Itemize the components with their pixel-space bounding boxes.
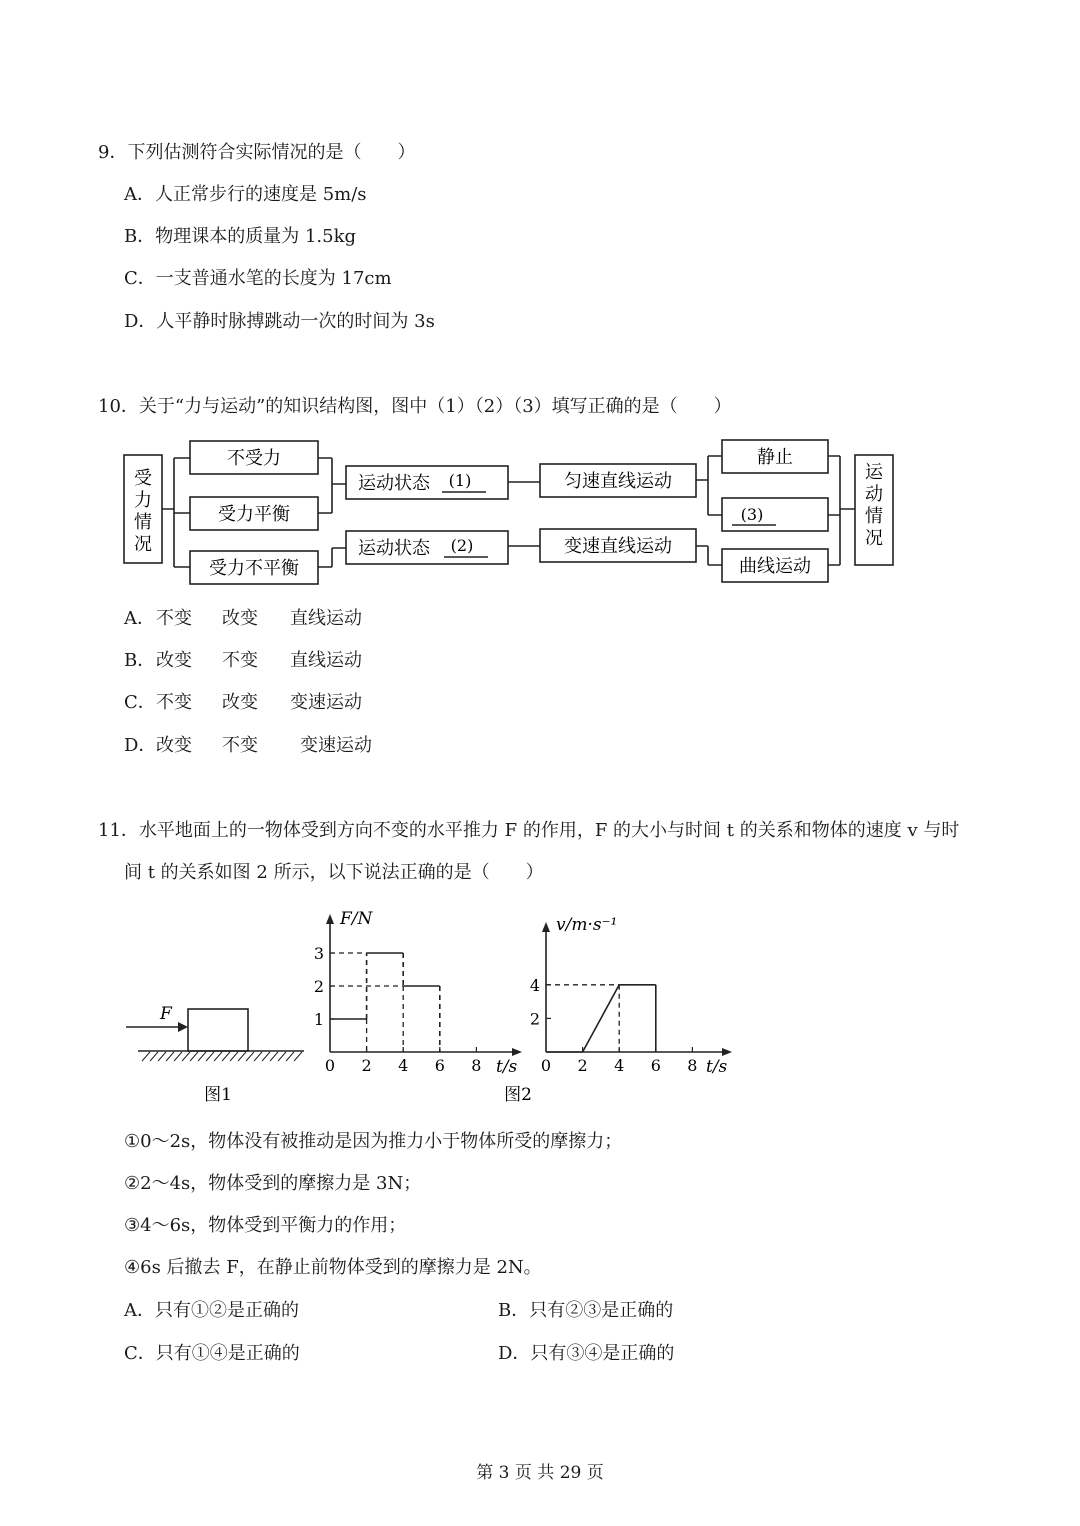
option-blank-1: 不变 (156, 692, 192, 713)
v-ylabel: v/m·s⁻¹ (556, 915, 618, 935)
x-tick-label: 2 (577, 1056, 588, 1075)
fig2-caption: 图2 (504, 1085, 532, 1105)
force-motion-diagram (0, 430, 1080, 590)
option-letter: C． (124, 692, 156, 713)
block (188, 1009, 248, 1051)
left-label-3: 况 (134, 534, 152, 555)
option-blank-1: 改变 (156, 735, 192, 756)
q10-stem: 10．关于“力与运动”的知识结构图，图中（1）（2）（3）填写正确的是（ ） (98, 396, 732, 417)
option-blank-3: 变速运动 (290, 692, 362, 713)
q11-option-c: C．只有①④是正确的 (124, 1343, 300, 1364)
q10-option-c (124, 692, 524, 714)
text-balanced-force: 受力平衡 (218, 504, 290, 525)
blank-3: (3) (740, 505, 764, 524)
text-uniform-motion: 匀速直线运动 (564, 471, 672, 492)
left-label-2: 情 (134, 512, 152, 533)
option-blank-2: 改变 (222, 608, 258, 629)
q11-option-d: D．只有③④是正确的 (498, 1343, 675, 1364)
option-letter: D． (124, 735, 157, 756)
q9-option-d: D．人平静时脉搏跳动一次的时间为 3s (124, 311, 435, 332)
option-blank-1: 改变 (156, 650, 192, 671)
option-blank-2: 不变 (222, 650, 258, 671)
y-axis-arrow (326, 914, 334, 924)
q9-option-c: C．一支普通水笔的长度为 17cm (124, 268, 392, 289)
fig1-block-on-ground (126, 1004, 304, 1105)
x-tick-label: 2 (361, 1056, 372, 1075)
option-letter: B． (124, 650, 156, 671)
x-tick-label: 4 (398, 1056, 409, 1075)
q10-option-a (124, 608, 524, 630)
q11-option-a: A．只有①②是正确的 (124, 1300, 299, 1321)
y-tick-label: 2 (529, 1009, 540, 1029)
q9-option-b: B．物理课本的质量为 1.5kg (124, 226, 357, 247)
x-tick-label: 8 (687, 1056, 698, 1075)
q10-option-b (124, 650, 524, 672)
left-label-0: 受 (134, 468, 152, 489)
right-label-3: 况 (865, 528, 883, 549)
option-blank-2: 不变 (222, 735, 258, 756)
x-tick-label: 0 (324, 1056, 336, 1075)
q10-option-d (124, 735, 524, 757)
v-xlabel: t/s (706, 1057, 728, 1077)
x-tick-label: 6 (434, 1056, 445, 1075)
q11-statement-3: ③4～6s，物体受到平衡力的作用； (124, 1215, 407, 1236)
y-tick-label: 3 (313, 944, 324, 963)
x-tick-label: 6 (650, 1056, 661, 1075)
x-axis-arrow (722, 1048, 732, 1056)
q11-option-b: B．只有②③是正确的 (498, 1300, 674, 1321)
right-label-2: 情 (865, 506, 883, 527)
y-tick-label: 1 (313, 1010, 324, 1029)
text-state-2: 运动状态 (358, 538, 430, 559)
option-blank-3: 变速运动 (300, 735, 372, 756)
right-label-0: 运 (865, 462, 883, 483)
q11-statement-1: ①0～2s，物体没有被推动是因为推力小于物体所受的摩擦力； (124, 1131, 623, 1152)
option-letter: A． (124, 608, 155, 629)
f-t-chart (314, 909, 522, 1077)
blank-1: (1) (448, 471, 472, 490)
text-no-force: 不受力 (227, 448, 281, 469)
force-label: F (160, 1004, 172, 1024)
fig1-caption: 图1 (204, 1085, 232, 1105)
text-rest: 静止 (757, 447, 793, 468)
x-tick-label: 8 (471, 1056, 482, 1075)
option-blank-3: 直线运动 (290, 650, 362, 671)
y-tick-label: 2 (313, 977, 324, 996)
q11-stem-line2: 间 t 的关系如图 2 所示，以下说法正确的是（ ） (124, 862, 544, 883)
x-tick-label: 0 (540, 1056, 552, 1075)
q9-stem: 9．下列估测符合实际情况的是（ ） (98, 142, 416, 163)
right-label-1: 动 (865, 484, 883, 505)
q11-figures (0, 900, 1080, 1115)
option-blank-1: 不变 (156, 608, 192, 629)
text-unbalanced-force: 受力不平衡 (209, 558, 299, 579)
x-tick-label: 4 (614, 1056, 625, 1075)
f-xlabel: t/s (496, 1057, 518, 1077)
force-arrowhead (178, 1022, 188, 1032)
box-blank-3 (722, 498, 828, 531)
page-footer: 第 3 页 共 29 页 (476, 1463, 604, 1483)
v-segment (583, 985, 620, 1052)
option-blank-3: 直线运动 (290, 608, 362, 629)
text-variable-motion: 变速直线运动 (564, 536, 672, 557)
q11-statement-4: ④6s 后撤去 F，在静止前物体受到的摩擦力是 2N。 (124, 1257, 542, 1278)
q9-option-a: A．人正常步行的速度是 5m/s (124, 184, 367, 205)
q11-stem-line1: 11．水平地面上的一物体受到方向不变的水平推力 F 的作用，F 的大小与时间 t 的关系和物体的速度 v 与时 (98, 820, 960, 841)
left-label-1: 力 (134, 490, 152, 511)
option-blank-2: 改变 (222, 692, 258, 713)
y-tick-label: 4 (529, 975, 540, 995)
text-curve-motion: 曲线运动 (739, 556, 811, 577)
q11-statement-2: ②2～4s，物体受到的摩擦力是 3N； (124, 1173, 422, 1194)
f-ylabel: F/N (340, 909, 373, 929)
v-t-chart (530, 915, 732, 1077)
text-state-1: 运动状态 (358, 473, 430, 494)
x-axis-arrow (512, 1048, 522, 1056)
y-axis-arrow (542, 922, 550, 932)
blank-2: (2) (450, 536, 474, 555)
